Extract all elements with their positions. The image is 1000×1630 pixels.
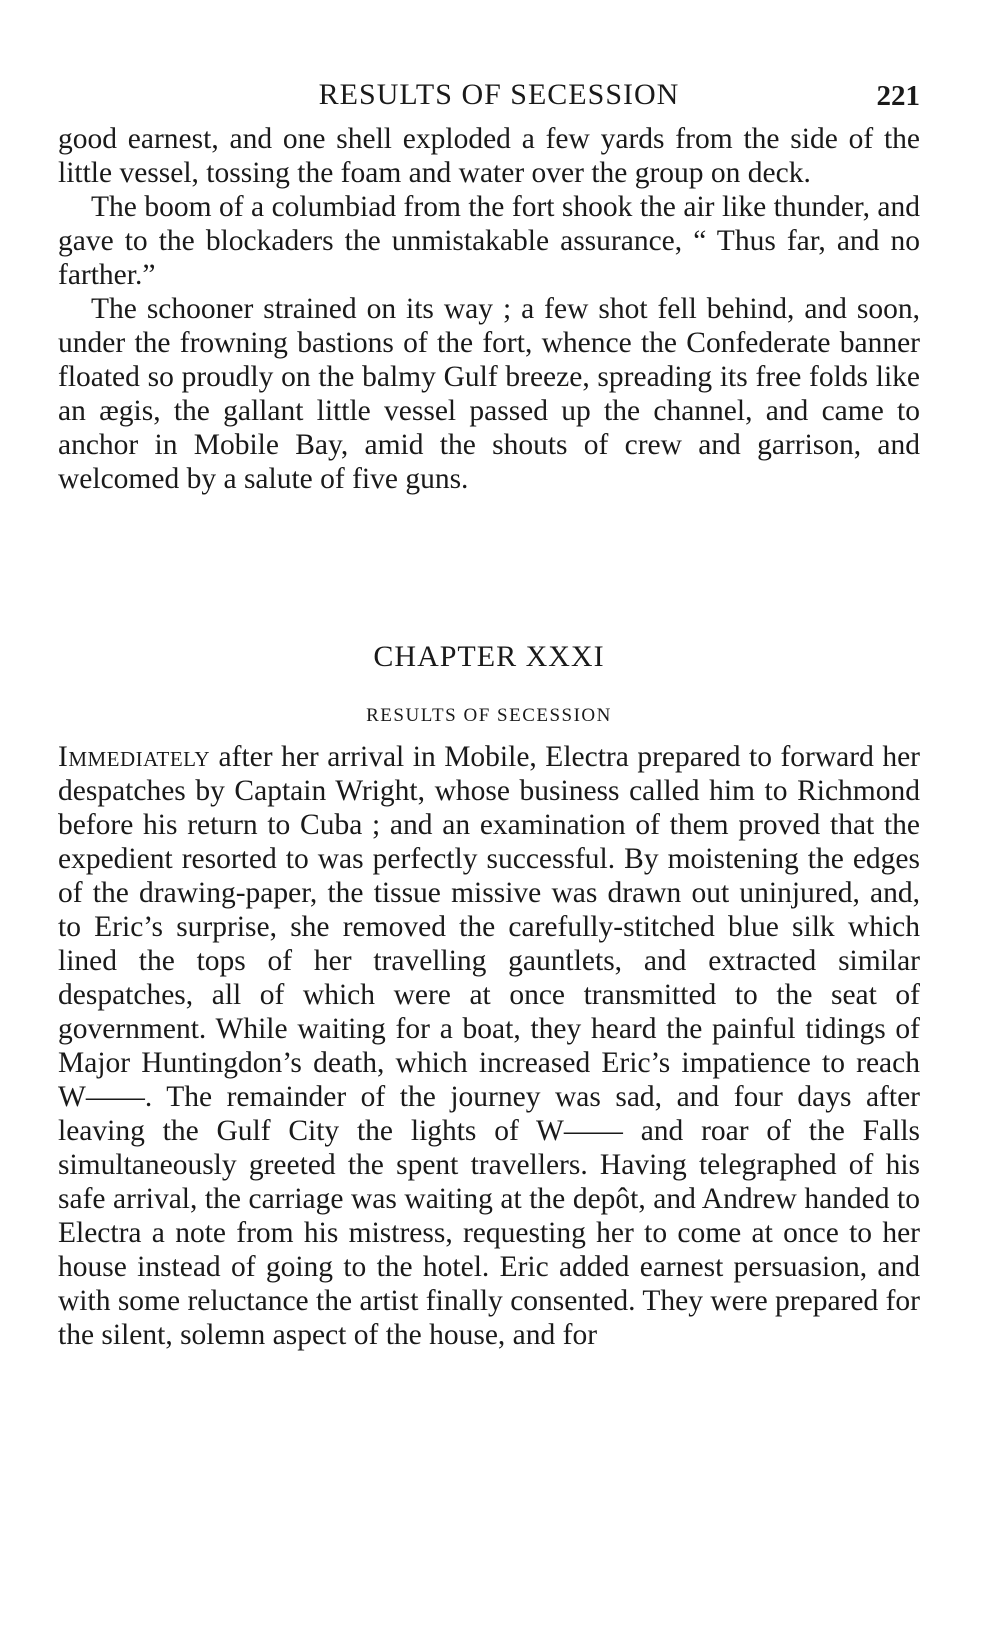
chapter-text-block: [58, 740, 920, 1352]
paragraph: The schooner strained on its way ; a few shot fell behind, and soon, under the frowning bastions of the fort, whence the Confederate banner floated so proudly on the balmy Gulf breeze, spreading its free folds like an ægis, the gallant little vessel passed up the channel, and came to anchor in Mobile Bay, amid the shouts of crew and garrison, and welcomed by a salute of five guns.: [58, 293, 920, 495]
paragraph: [58, 740, 920, 1352]
running-title: RESULTS OF SECESSION: [318, 78, 680, 111]
paragraph-body: after her arrival in Mobile, Electra prepared to forward her despatches by Captain Wright, whose business called him to Richmond before his return to Cuba ; and an examination of them proved that the expedient resorted to was perfectly successful. By moistening the edges of the drawing-paper, the tissue missive was drawn out uninjured, and, to Eric’s surprise, she removed the carefully-stitched blue silk which lined the tops of her travelling gauntlets, and extracted similar despatches, all of which were at once transmitted to the seat of government. While waiting for a boat, they heard the painful tidings of Major Huntingdon’s death, which increased Eric’s impatience to reach W——. The remainder of the journey was sad, and four days after leaving the Gulf City the lights of W—— and roar of the Falls simultaneously greeted the spent travellers. Having telegraphed of his safe arrival, the carriage was waiting at the depôt, and Andrew handed to Electra a note from his mistress, requesting her to come at once to her house instead of going to the hotel. Eric added earnest persuasion, and with some reluctance the artist finally consented. They were prepared for the silent, solemn aspect of the house, and for: [58, 741, 920, 1351]
chapter-subtitle: RESULTS OF SECESSION: [366, 705, 612, 726]
page-number: 221: [876, 80, 920, 112]
paragraph: The boom of a columbiad from the fort shook the air like thunder, and gave to the blockaders the unmistakable assurance, “ Thus far, and no farther.”: [58, 191, 920, 291]
chapter-title: CHAPTER XXXI: [373, 640, 605, 673]
page-header: [58, 78, 920, 118]
lead-word: Immediately: [58, 741, 211, 773]
paragraph: good earnest, and one shell exploded a few yards from the side of the little vessel, tossing the foam and water over the group on deck.: [58, 123, 920, 189]
continued-text-block: [58, 122, 920, 496]
